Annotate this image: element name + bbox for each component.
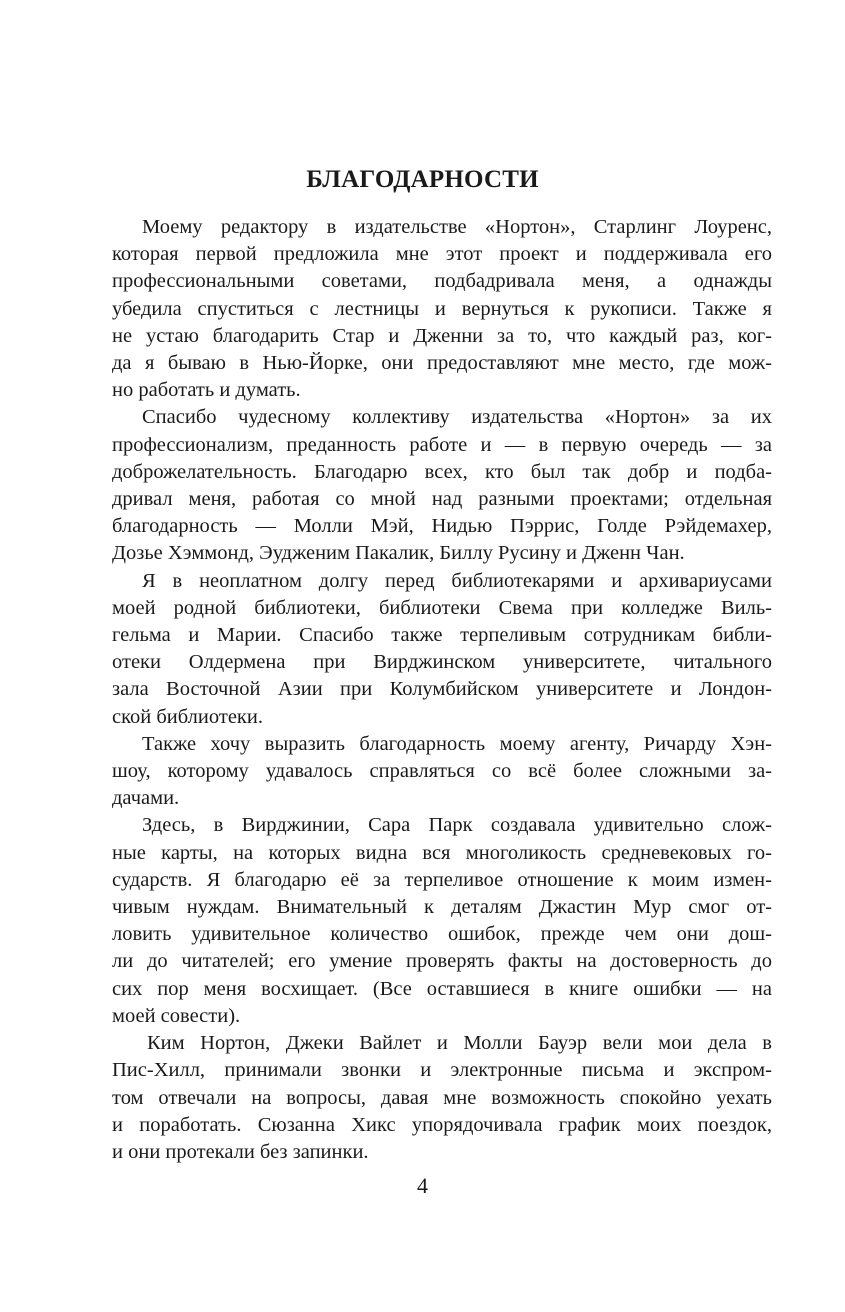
text-line: сударств. Я благодарю её за терпеливое отношение к моим измен- [112,868,772,891]
body-text [112,214,772,1166]
text-line: профессиональными советами, подбадривала меня, а однажды [112,270,772,293]
text-line: сих пор меня восхищает. (Все оставшиеся в книге ошибки — на [112,977,772,1000]
text-line: которая первой предложила мне этот проект и поддерживала его [112,243,772,266]
text-line: ской библиотеки. [112,705,263,728]
paragraph-2 [112,404,772,567]
text-line: но работать и думать. [112,379,301,402]
text-line: моей совести). [112,1004,241,1027]
text-line: не устаю благодарить Стар и Дженни за то, что каждый раз, ког- [112,324,772,347]
text-line: Спасибо чудесному коллективу издательства «Нортон» за их [142,406,772,429]
paragraph-4 [112,731,772,813]
text-line: том отвечали на вопросы, давая мне возможность спокойно уехать [112,1086,772,1109]
text-line: Моему редактору в издательстве «Нортон», Старлинг Лоуренс, [142,216,772,238]
text-line: Здесь, в Вирджинии, Сара Парк создавала удивительно слож- [142,814,772,837]
text-line: и поработать. Сюзанна Хикс упорядочивала график моих поездок, [112,1113,772,1136]
text-line: ли до читателей; его умение проверять факты на достоверность до [112,950,772,973]
paragraph-3 [112,568,772,731]
text-line: Ким Нортон, Джеки Вайлет и Молли Бауэр вели мои дела в [147,1032,772,1055]
text-line: Дозье Хэммонд, Эудженим Пакалик, Биллу Русину и Дженн Чан. [112,542,685,565]
text-line: профессионализм, преданность работе и — в первую очередь — за [112,433,772,456]
text-line: убедила спуститься с лестницы и вернуться к рукописи. Также я [112,297,772,320]
text-line: благодарность — Молли Мэй, Нидью Пэррис, Голде Рэйдемахер, [112,515,772,538]
text-line: Пис-Хилл, принимали звонки и электронные письма и экспром- [112,1059,772,1082]
text-line: доброжелательность. Благодарю всех, кто был так добр и подба- [112,460,772,483]
text-line: дривал меня, работая со мной над разными проектами; отдельная [112,488,772,511]
text-line: гельма и Марии. Спасибо также терпеливым сотрудникам библи- [112,624,772,647]
text-line: зала Восточной Азии при Колумбийском университете и Лондон- [112,678,772,701]
text-line: и они протекали без запинки. [112,1140,369,1163]
text-line: шоу, которому удавалось справляться со всё более сложными за- [112,760,772,783]
text-line: дачами. [112,787,180,810]
paragraph-1 [112,214,772,404]
paragraph-6 [112,1030,772,1166]
text-line: чивым нуждам. Внимательный к деталям Джастин Мур смог от- [112,896,772,919]
paragraph-5 [112,812,772,1030]
page-number: 4 [417,1173,428,1198]
text-line: да я бываю в Нью-Йорке, они предоставляют мне место, где мож- [112,352,772,375]
text-line: Также хочу выразить благодарность моему агенту, Ричарду Хэн- [142,732,772,755]
text-line: моей родной библиотеки, библиотеки Свема при колледже Виль- [112,596,772,619]
chapter-title: БЛАГОДАРНОСТИ [306,166,539,193]
text-line: ловить удивительное количество ошибок, прежде чем они дош- [112,923,772,946]
text-line: отеки Олдермена при Вирджинском университете, читального [112,651,772,674]
text-line: ные карты, на которых видна вся многоликость средневековых го- [112,841,772,864]
text-line: Я в неоплатном долгу перед библиотекарями и архивариусами [142,569,772,592]
